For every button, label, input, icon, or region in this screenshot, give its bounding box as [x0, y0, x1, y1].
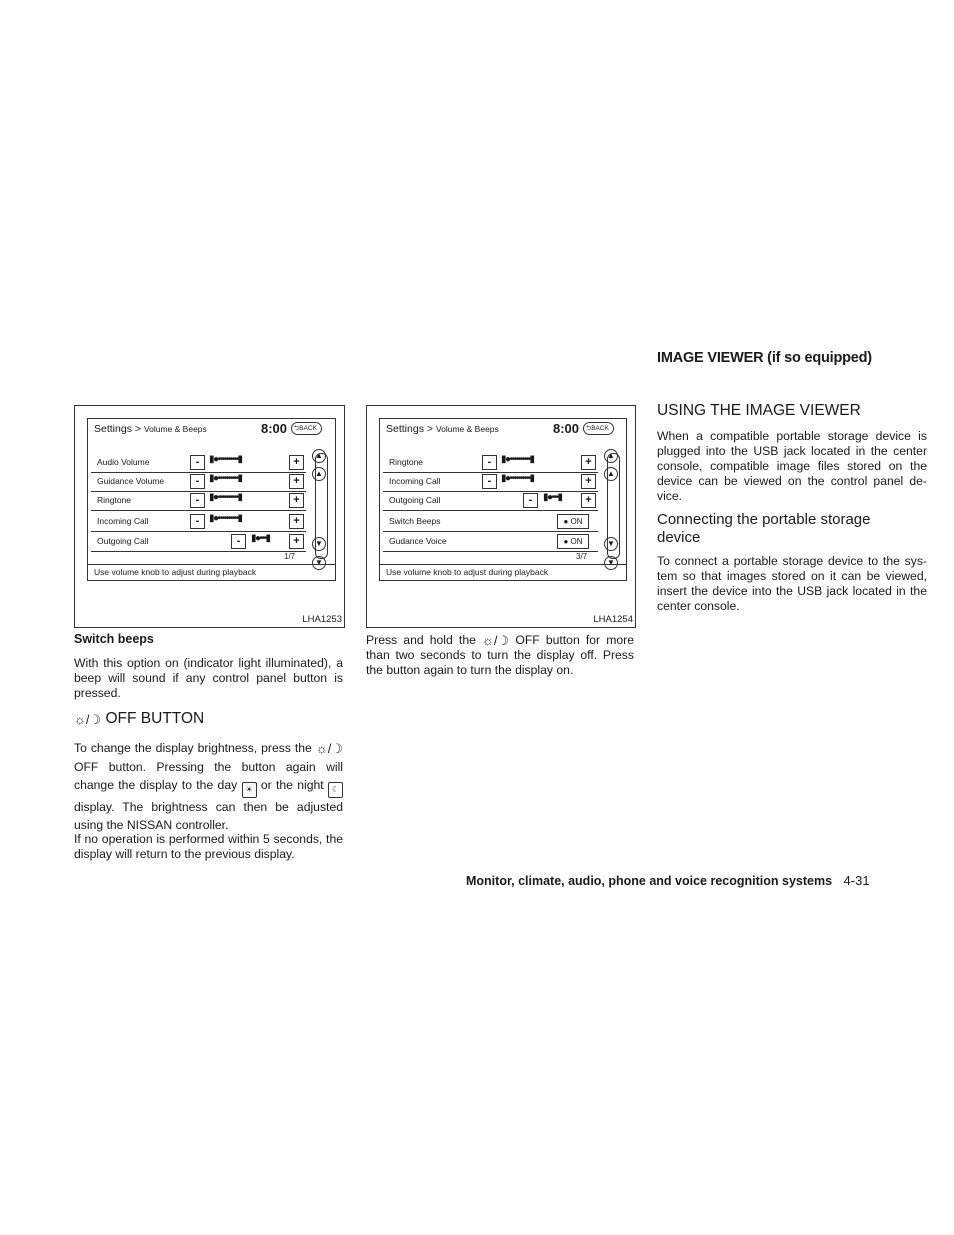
- brightness-icon: ☼/☽: [315, 741, 343, 756]
- switch-beeps-title: Switch beeps: [74, 632, 154, 646]
- header-settings: Settings: [386, 423, 424, 435]
- timeout-paragraph: If no operation is performed within 5 seconds, the display will return to the previous display.: [74, 832, 343, 861]
- row-label: Outgoing Call: [97, 536, 149, 546]
- decrease-button[interactable]: -: [482, 455, 497, 470]
- brightness-icon: ☼/☽: [74, 712, 102, 727]
- scroll-down-icon[interactable]: ▼: [604, 556, 618, 570]
- menu-row-outgoing-call[interactable]: [383, 491, 598, 511]
- scroll-up-icon[interactable]: ▲: [604, 467, 618, 481]
- menu-row-guidance-voice[interactable]: [383, 532, 598, 552]
- level-indicator: ▮●••••••••••▮: [501, 454, 534, 465]
- figure-code: LHA1254: [593, 614, 633, 625]
- figure-volume-beeps-3: [366, 405, 636, 628]
- scroll-up-icon[interactable]: ▲: [312, 467, 326, 481]
- row-label: Switch Beeps: [389, 516, 441, 526]
- level-indicator: ▮●••••••••••▮: [501, 473, 534, 484]
- scroll-up-icon[interactable]: ▲: [312, 449, 326, 463]
- guidance-voice-toggle[interactable]: ● ON: [557, 534, 589, 549]
- page-indicator: 1/7: [284, 552, 296, 561]
- decrease-button[interactable]: -: [190, 474, 205, 489]
- section-title: IMAGE VIEWER (if so equipped): [657, 350, 872, 366]
- level-indicator: ▮●••••••••••▮: [209, 473, 242, 484]
- increase-button[interactable]: +: [289, 493, 304, 508]
- row-label: Ringtone: [97, 495, 132, 505]
- screen-header: [94, 423, 207, 435]
- off-text-1: To change the display brightness, press the: [74, 741, 312, 755]
- level-indicator: ▮●••••••••••▮: [209, 454, 242, 465]
- connect-paragraph: To connect a portable storage device to the sys-tem so that images stored on it can be viewed, insert the device into the USB jack located in the center console.: [657, 554, 927, 613]
- scroll-down-icon[interactable]: ▼: [312, 556, 326, 570]
- press-text-1: Press and hold the: [366, 633, 476, 647]
- clock-time: 8:00: [261, 421, 288, 436]
- increase-button[interactable]: +: [289, 455, 304, 470]
- page-indicator: 3/7: [576, 552, 588, 561]
- breadcrumb: Volume & Beeps: [143, 424, 207, 434]
- increase-button[interactable]: +: [581, 493, 596, 508]
- level-indicator: ▮●••••••••••▮: [209, 513, 242, 524]
- row-label: Gudance Voice: [389, 536, 447, 546]
- back-arrow-icon: ⮌: [586, 425, 592, 432]
- menu-row-incoming-call[interactable]: [91, 512, 306, 532]
- increase-button[interactable]: +: [289, 514, 304, 529]
- back-button[interactable]: [583, 422, 614, 435]
- menu-row-audio-volume[interactable]: [91, 453, 306, 473]
- brightness-icon: ☼/☽: [482, 633, 510, 648]
- press-hold-paragraph: [366, 633, 634, 678]
- settings-screen: [379, 418, 627, 581]
- screen-header: [386, 423, 499, 435]
- switch-beeps-paragraph: With this option on (indicator light illuminated), a beep will sound if any control panel button is pressed.: [74, 656, 343, 700]
- menu-row-switch-beeps[interactable]: [383, 512, 598, 532]
- back-label: BACK: [591, 425, 609, 432]
- back-label: BACK: [299, 425, 317, 432]
- off-text-3: or the night: [260, 778, 324, 792]
- increase-button[interactable]: +: [289, 474, 304, 489]
- page-number: 4-31: [843, 873, 870, 888]
- row-label: Guidance Volume: [97, 476, 165, 486]
- switch-beeps-toggle[interactable]: ● ON: [557, 514, 589, 529]
- menu-row-incoming-call[interactable]: [383, 472, 598, 492]
- off-text-2: OFF button. Pressing the button again will change the display to the day: [74, 760, 343, 792]
- chapter-title: Monitor, climate, audio, phone and voice recognition systems: [466, 874, 833, 888]
- footer-divider: [88, 564, 335, 565]
- decrease-button[interactable]: -: [523, 493, 538, 508]
- menu-row-ringtone[interactable]: [383, 453, 598, 473]
- settings-screen: [87, 418, 336, 581]
- decrease-button[interactable]: -: [190, 514, 205, 529]
- decrease-button[interactable]: -: [231, 534, 246, 549]
- decrease-button[interactable]: -: [190, 455, 205, 470]
- level-indicator: ▮●•••▮: [251, 533, 270, 544]
- off-button-heading-text: OFF BUTTON: [105, 710, 205, 727]
- scroll-down-icon[interactable]: ▼: [312, 537, 326, 551]
- header-settings: Settings: [94, 423, 132, 435]
- increase-button[interactable]: +: [581, 474, 596, 489]
- decrease-button[interactable]: -: [482, 474, 497, 489]
- row-label: Incoming Call: [97, 516, 149, 526]
- increase-button[interactable]: +: [289, 534, 304, 549]
- row-label: Audio Volume: [97, 457, 150, 467]
- off-button-heading: [74, 710, 204, 728]
- off-button-paragraph: [74, 739, 343, 834]
- row-label: Incoming Call: [389, 476, 441, 486]
- subheading-connecting: Connecting the portable storage device: [657, 511, 871, 546]
- footer-divider: [380, 564, 626, 565]
- level-indicator: ▮●••••••••••▮: [209, 492, 242, 503]
- breadcrumb-separator: >: [426, 423, 434, 435]
- breadcrumb-separator: >: [134, 423, 142, 435]
- scroll-up-icon[interactable]: ▲: [604, 449, 618, 463]
- row-label: Outgoing Call: [389, 495, 441, 505]
- row-label: Ringtone: [389, 457, 424, 467]
- press-text-2: OFF button for more than two seconds to turn the display off. Press the button again to turn the display on.: [366, 633, 634, 677]
- level-indicator: ▮●•••▮: [543, 492, 562, 503]
- figure-volume-beeps-1: [74, 405, 345, 628]
- figure-code: LHA1253: [302, 614, 342, 625]
- day-mode-icon: ☀: [242, 782, 257, 798]
- menu-row-outgoing-call[interactable]: [91, 532, 306, 552]
- screen-footer-text: Use volume knob to adjust during playback: [386, 567, 549, 577]
- page-footer: [466, 873, 870, 888]
- clock-time: 8:00: [553, 421, 580, 436]
- intro-paragraph: When a compatible portable storage device is plugged into the USB jack located in the center console, compatible image files stored on the device can be viewed on the control panel de-vice.: [657, 429, 927, 503]
- increase-button[interactable]: +: [581, 455, 596, 470]
- menu-row-ringtone[interactable]: [91, 491, 306, 511]
- back-arrow-icon: ⮌: [294, 425, 300, 432]
- breadcrumb: Volume & Beeps: [435, 424, 499, 434]
- screen-footer-text: Use volume knob to adjust during playback: [94, 567, 257, 577]
- menu-row-guidance-volume[interactable]: [91, 472, 306, 492]
- back-button[interactable]: [291, 422, 322, 435]
- heading-using-image-viewer: USING THE IMAGE VIEWER: [657, 402, 861, 419]
- scroll-down-icon[interactable]: ▼: [604, 537, 618, 551]
- off-text-4: display. The brightness can then be adjusted using the NISSAN controller.: [74, 800, 343, 832]
- night-mode-icon: ☾: [328, 782, 343, 798]
- decrease-button[interactable]: -: [190, 493, 205, 508]
